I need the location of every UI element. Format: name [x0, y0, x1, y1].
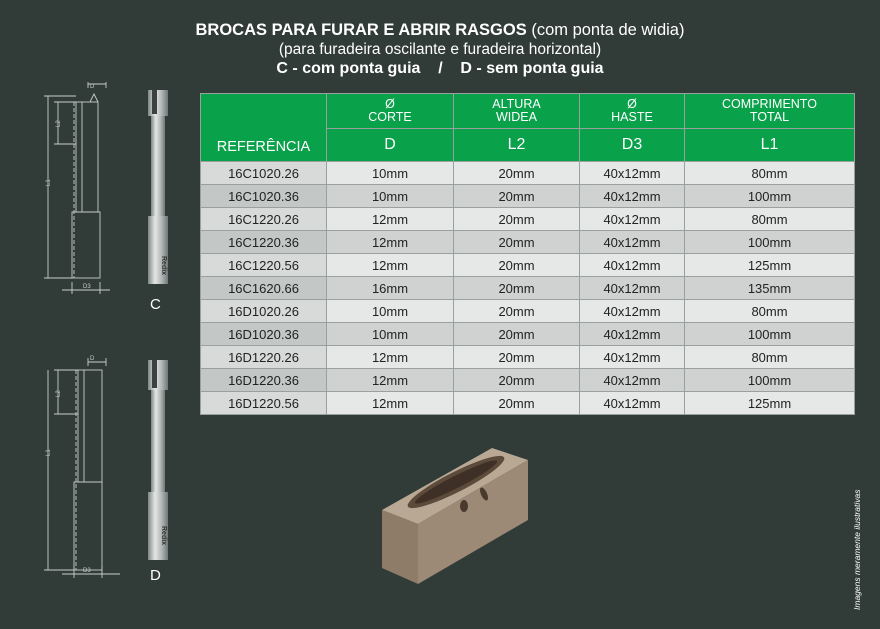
cell-shank: 40x12mm — [580, 185, 685, 208]
table-row — [201, 185, 855, 208]
cell-diameter: 12mm — [327, 254, 454, 277]
table-row — [201, 254, 855, 277]
spec-table — [200, 93, 855, 415]
dim-label-l1: L1 — [46, 449, 52, 456]
cell-height: 20mm — [454, 323, 580, 346]
cell-reference: 16C1620.66 — [201, 277, 327, 300]
cell-height: 20mm — [454, 369, 580, 392]
page-subtitle: (para furadeira oscilante e furadeira horizontal) — [278, 41, 602, 58]
table-row — [201, 323, 855, 346]
header-d3-desc: Ø HASTE — [580, 94, 685, 129]
drawing-type-d — [38, 352, 124, 578]
cell-length: 80mm — [685, 162, 855, 185]
cell-reference: 16C1220.26 — [201, 208, 327, 231]
table-row — [201, 162, 855, 185]
cell-length: 100mm — [685, 323, 855, 346]
page-header — [0, 21, 880, 78]
brand-logo: Redix — [160, 526, 167, 546]
cell-length: 80mm — [685, 300, 855, 323]
cell-shank: 40x12mm — [580, 254, 685, 277]
spec-table-body — [201, 162, 855, 415]
cell-length: 100mm — [685, 231, 855, 254]
cell-length: 125mm — [685, 392, 855, 415]
cell-height: 20mm — [454, 254, 580, 277]
cell-length: 80mm — [685, 346, 855, 369]
header-d-code: D — [327, 129, 454, 162]
table-row — [201, 300, 855, 323]
cell-shank: 40x12mm — [580, 277, 685, 300]
cell-shank: 40x12mm — [580, 369, 685, 392]
cell-reference: 16D1020.36 — [201, 323, 327, 346]
cell-height: 20mm — [454, 277, 580, 300]
cell-diameter: 16mm — [327, 277, 454, 300]
cell-height: 20mm — [454, 162, 580, 185]
cell-reference: 16D1220.56 — [201, 392, 327, 415]
type-label-d: D — [150, 567, 161, 584]
header-l2-desc: ALTURA WIDEA — [454, 94, 580, 129]
cell-reference: 16C1020.36 — [201, 185, 327, 208]
dim-label-d3: D3 — [83, 284, 91, 290]
types-legend: C - com ponta guia / D - sem ponta guia — [276, 60, 604, 77]
cell-length: 100mm — [685, 369, 855, 392]
table-row — [201, 231, 855, 254]
cell-shank: 40x12mm — [580, 323, 685, 346]
table-row — [201, 392, 855, 415]
cell-shank: 40x12mm — [580, 162, 685, 185]
dim-label-l2: L2 — [56, 390, 62, 397]
cell-shank: 40x12mm — [580, 208, 685, 231]
header-l2-code: L2 — [454, 129, 580, 162]
header-reference: REFERÊNCIA — [201, 94, 327, 162]
cell-diameter: 10mm — [327, 185, 454, 208]
cell-length: 100mm — [685, 185, 855, 208]
header-l1-desc: COMPRIMENTO TOTAL — [685, 94, 855, 129]
wood-block-image — [376, 440, 536, 590]
header-d3-code: D3 — [580, 129, 685, 162]
title-rest: (com ponta de widia) — [526, 21, 685, 39]
cell-reference: 16C1220.36 — [201, 231, 327, 254]
cell-length: 80mm — [685, 208, 855, 231]
cell-height: 20mm — [454, 231, 580, 254]
cell-length: 125mm — [685, 254, 855, 277]
dim-label-d: D — [90, 84, 95, 90]
title-bold: BROCAS PARA FURAR E ABRIR RASGOS — [195, 21, 527, 39]
disclaimer-note: Imagens meramente ilustrativas — [852, 489, 862, 610]
cell-shank: 40x12mm — [580, 231, 685, 254]
dim-label-d: D — [90, 356, 95, 362]
cell-reference: 16C1220.56 — [201, 254, 327, 277]
dim-label-l1: L1 — [46, 179, 52, 186]
cell-height: 20mm — [454, 300, 580, 323]
cell-diameter: 10mm — [327, 300, 454, 323]
dim-label-d3: D3 — [83, 568, 91, 574]
table-row — [201, 208, 855, 231]
cell-shank: 40x12mm — [580, 392, 685, 415]
cell-diameter: 10mm — [327, 162, 454, 185]
cell-reference: 16D1220.26 — [201, 346, 327, 369]
bit-image-c — [140, 86, 174, 286]
cell-reference: 16C1020.26 — [201, 162, 327, 185]
cell-height: 20mm — [454, 208, 580, 231]
cell-diameter: 12mm — [327, 208, 454, 231]
cell-length: 135mm — [685, 277, 855, 300]
header-l1-code: L1 — [685, 129, 855, 162]
cell-height: 20mm — [454, 392, 580, 415]
bit-image-d — [140, 358, 174, 562]
cell-reference: 16D1220.36 — [201, 369, 327, 392]
cell-shank: 40x12mm — [580, 300, 685, 323]
cell-diameter: 12mm — [327, 231, 454, 254]
page-title — [0, 21, 880, 40]
cell-reference: 16D1020.26 — [201, 300, 327, 323]
drawing-type-c — [38, 82, 110, 300]
table-row — [201, 346, 855, 369]
cell-diameter: 12mm — [327, 346, 454, 369]
table-row — [201, 277, 855, 300]
cell-height: 20mm — [454, 346, 580, 369]
cell-diameter: 12mm — [327, 369, 454, 392]
type-label-c: C — [150, 296, 161, 313]
dim-label-l2: L2 — [56, 120, 62, 127]
table-row — [201, 369, 855, 392]
cell-diameter: 12mm — [327, 392, 454, 415]
cell-height: 20mm — [454, 185, 580, 208]
brand-logo: Redix — [160, 256, 167, 276]
cell-diameter: 10mm — [327, 323, 454, 346]
header-d-desc: Ø CORTE — [327, 94, 454, 129]
cell-shank: 40x12mm — [580, 346, 685, 369]
